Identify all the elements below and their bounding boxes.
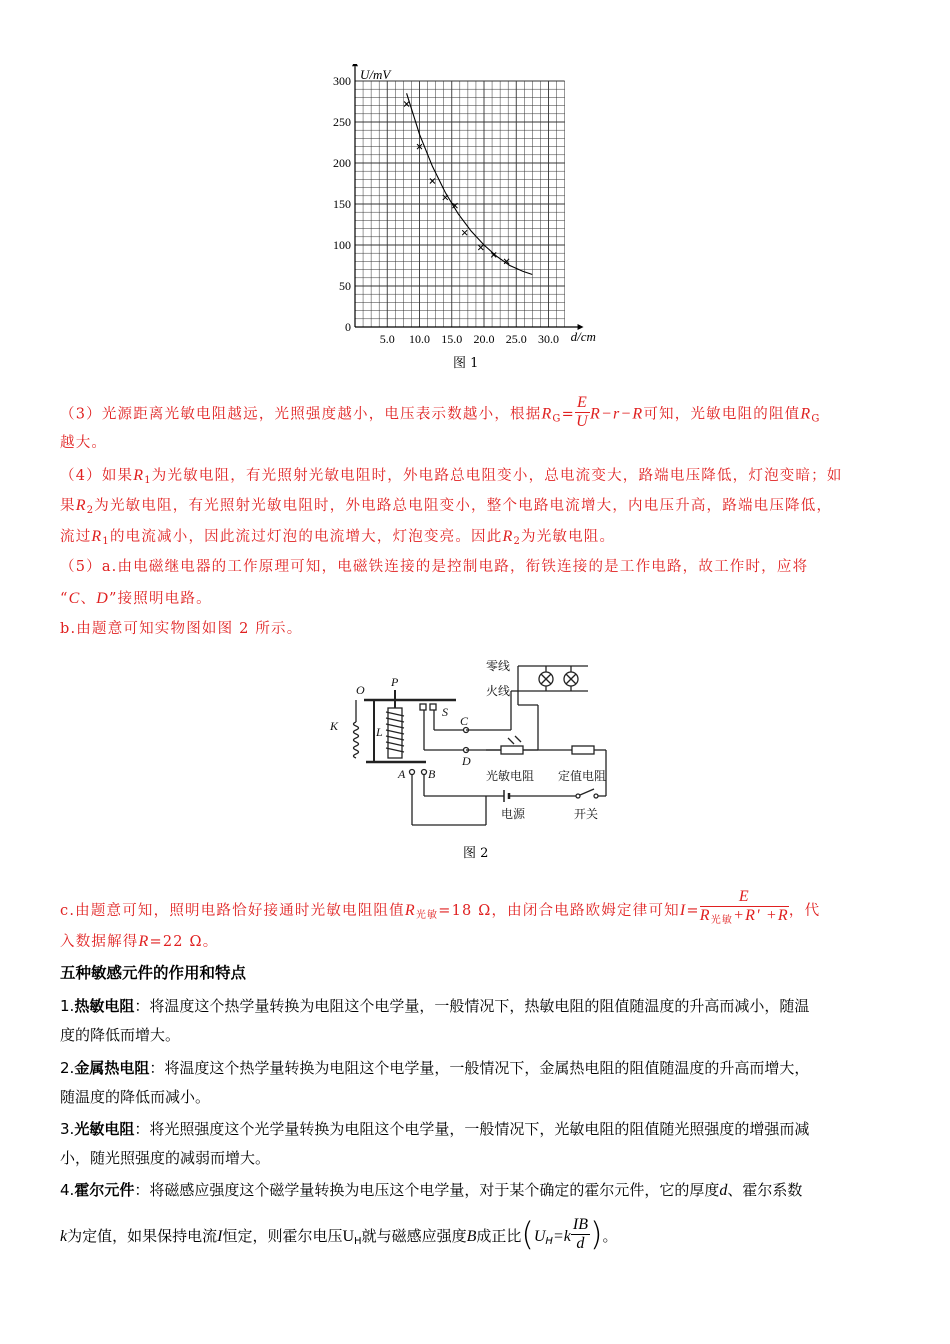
var-C: C [68, 590, 81, 607]
y-tick-label: 0 [345, 320, 351, 334]
formula-eq: =k [552, 1228, 571, 1245]
var-k: k [60, 1228, 68, 1245]
var-U: U [342, 1228, 355, 1245]
data-point [462, 230, 467, 235]
item-4-line-1 [60, 1183, 802, 1199]
fraction-E-over-U [575, 394, 590, 431]
answer-5-line-2 [60, 591, 212, 607]
separator: 、 [80, 591, 97, 607]
item-3-name: 光敏电阻 [74, 1120, 135, 1138]
item-1-line-2: 度的降低而增大。 [60, 1026, 181, 1044]
x-tick-label: 5.0 [379, 332, 395, 346]
denominator-U: U [576, 413, 589, 430]
figure-1-caption: 图 1 [453, 356, 479, 371]
label-K: K [330, 719, 339, 733]
photoresistor-icon [501, 746, 523, 754]
answer-5-text: ”接照明电路。 [108, 591, 212, 607]
formula-rest: R−r−R [589, 405, 644, 423]
answer-4-line-1 [60, 468, 843, 486]
sub-H: H [354, 1236, 362, 1247]
var-R: R [541, 405, 553, 423]
var-D: D [96, 590, 109, 607]
equals-2: = [686, 903, 700, 919]
denominator-sum [700, 907, 789, 930]
x-tick-label: 15.0 [441, 332, 463, 346]
answer-4-text-c: 果 [60, 498, 76, 514]
paren-left: ( [521, 1214, 534, 1253]
answer-c-tail: ，代 [788, 903, 821, 919]
var-R2: R [75, 497, 87, 514]
den-sub: 光敏 [710, 915, 734, 926]
equals: = [561, 406, 575, 423]
answer-4-text-b: 为光敏电阻，有光照射光敏电阻时，外电路总电阻变小，总电流变大，路端电压降低，灯泡变暗；如 [151, 468, 843, 484]
sub-1-2: 1 [102, 536, 110, 547]
numerator-E: E [576, 394, 588, 411]
var-B: B [466, 1228, 477, 1245]
den-rest: +R' +R [733, 907, 789, 924]
section-title: 五种敏感元件的作用和特点 [60, 964, 247, 982]
label-S: S [442, 705, 448, 719]
answer-4-text-g: 为光敏电阻。 [521, 529, 616, 545]
answer-5-line-1: （5）a.由电磁继电器的工作原理可知，电磁铁连接的是控制电路，衔铁连接的是工作电路，故工作时，应将 [60, 559, 809, 575]
y-tick-label: 200 [333, 156, 351, 170]
answer-3-text-a: （3）光源距离光敏电阻越远，光照强度越小，电压表示数越小，根据 [60, 406, 542, 423]
label-switch: 开关 [574, 807, 599, 821]
item-1-text: ：将温度这个热学量转换为电阻这个电学量，一般情况下，热敏电阻的阻值随温度的升高而减小，随温 [134, 997, 810, 1015]
answer-c-result: =22 Ω。 [149, 934, 219, 950]
sub-G-2: G [811, 413, 821, 425]
label-C: C [460, 714, 469, 728]
figure-2-circuit [326, 650, 626, 835]
label-photo: 光敏电阻 [486, 769, 535, 783]
item-4-text-d: 恒定，则霍尔电压 [222, 1227, 343, 1245]
item-4-line-2 [60, 1214, 618, 1255]
x-tick-label: 25.0 [505, 332, 527, 346]
item-4-text-c: 为定值，如果保持电流 [67, 1227, 218, 1245]
item-2-line-2: 随温度的降低而减小。 [60, 1088, 211, 1106]
x-tick-label: 10.0 [409, 332, 430, 346]
item-3-text: ：将光照强度这个光学量转换为电阻这个电学量，一般情况下，光敏电阻的阻值随光照强度的增强而减 [134, 1120, 810, 1138]
item-4-text-f: 成正比 [476, 1227, 522, 1245]
item-2-name: 金属热电阻 [74, 1059, 150, 1077]
y-axis-arrow [352, 64, 358, 66]
answer-4-line-3 [60, 529, 615, 547]
open-quote: “ [60, 591, 69, 607]
item-1-name: 热敏电阻 [74, 997, 135, 1015]
sub-photo: 光敏 [415, 910, 439, 921]
var-R1-2: R [91, 528, 103, 545]
x-tick-label: 30.0 [538, 332, 559, 346]
answer-3-line-2: 越大。 [60, 435, 108, 451]
fraction-IB-over-d [571, 1216, 590, 1253]
sub-G: G [552, 413, 562, 425]
spring-icon [354, 722, 359, 758]
switch-icon [576, 794, 580, 798]
numerator-E-2: E [700, 888, 789, 907]
x-tick-label: 20.0 [473, 332, 495, 346]
var-R1: R [133, 467, 145, 484]
item-1-line-1 [60, 999, 809, 1014]
sub-2: 2 [86, 505, 95, 516]
item-2-num: 2. [60, 1059, 75, 1077]
answer-3-line-1 [60, 396, 821, 433]
den-R: R [699, 907, 711, 924]
answer-4-line-2 [60, 498, 832, 516]
item-2-line-1 [60, 1061, 809, 1076]
item-1-num: 1. [60, 997, 75, 1015]
label-fixed: 定值电阻 [558, 769, 607, 783]
label-D: D [462, 754, 471, 768]
answer-4-text-a: （4）如果 [60, 468, 134, 484]
formula-sub-H: H [545, 1236, 553, 1247]
paren-right: ) [589, 1214, 603, 1253]
y-tick-label: 50 [339, 279, 351, 293]
answer-c-text-c: 入数据解得 [60, 934, 139, 950]
label-B: B [428, 767, 436, 781]
answer-5-b: b.由题意可知实物图如图 2 所示。 [60, 621, 303, 637]
item-4-text-b: 、霍尔系数 [727, 1181, 803, 1199]
sub-1: 1 [144, 475, 152, 486]
y-tick-label: 150 [333, 197, 351, 211]
item-4-text-a: ：将磁感应强度这个磁学量转换为电压这个电学量，对于某个确定的霍尔元件，它的厚度 [134, 1181, 720, 1199]
answer-c-line-2 [60, 934, 218, 950]
figure-1-chart [320, 64, 630, 354]
label-P: P [391, 675, 399, 689]
answer-c-text-a: c.由题意可知，照明电路恰好接通时光敏电阻阻值 [60, 903, 405, 919]
var-R-result: R [138, 933, 150, 950]
var-R-photo: R [404, 902, 416, 919]
item-4-end: 。 [602, 1227, 618, 1245]
var-R2-2: R [502, 528, 514, 545]
data-point [478, 245, 483, 250]
item-4-text-e: 就与磁感应强度 [361, 1227, 467, 1245]
fit-curve [407, 93, 533, 274]
label-zero: 零线 [486, 659, 511, 673]
fraction-ohm [700, 888, 789, 930]
fixed-resistor-icon [572, 746, 594, 754]
item-3-num: 3. [60, 1120, 75, 1138]
answer-4-text-f: 的电流减小，因此流过灯泡的电流增大，灯泡变亮。因此 [109, 529, 503, 545]
label-O: O [356, 683, 365, 697]
var-R-2: R [800, 405, 812, 423]
y-tick-label: 100 [333, 238, 351, 252]
item-4-name: 霍尔元件 [74, 1181, 135, 1199]
item-3-line-1 [60, 1122, 809, 1137]
answer-4-text-d: 为光敏电阻，有光照射光敏电阻时，外电路总电阻变小，整个电路电流增大，内电压升高，路端电压降低， [94, 498, 833, 514]
answer-3-text-b: 可知，光敏电阻的阻值 [643, 406, 801, 423]
denominator-d: d [576, 1235, 585, 1252]
formula-U: U [533, 1228, 546, 1245]
var-I: I [679, 902, 687, 919]
var-d: d [719, 1182, 728, 1199]
y-axis-label: U/mV [360, 67, 391, 82]
item-2-text: ：将温度这个热学量转换为电阻这个电学量，一般情况下，金属热电阻的阻值随温度的升高而增大， [149, 1059, 810, 1077]
label-L: L [376, 725, 383, 739]
figure-2-caption: 图 2 [463, 846, 489, 861]
sub-2-2: 2 [513, 536, 521, 547]
label-source: 电源 [501, 807, 526, 821]
answer-c-line-1 [60, 890, 820, 932]
item-3-line-2: 小，随光照强度的减弱而增大。 [60, 1149, 271, 1167]
x-axis-label: d/cm [570, 329, 596, 344]
answer-4-text-e: 流过 [60, 529, 92, 545]
item-4-num: 4. [60, 1181, 75, 1199]
label-A: A [398, 767, 406, 781]
answer-c-text-b: =18 Ω，由闭合电路欧姆定律可知 [438, 903, 680, 919]
var-I-2: I [217, 1228, 223, 1245]
y-tick-label: 300 [333, 74, 351, 88]
label-fire: 火线 [486, 684, 511, 698]
y-tick-label: 250 [333, 115, 351, 129]
numerator-IB: IB [572, 1216, 588, 1233]
